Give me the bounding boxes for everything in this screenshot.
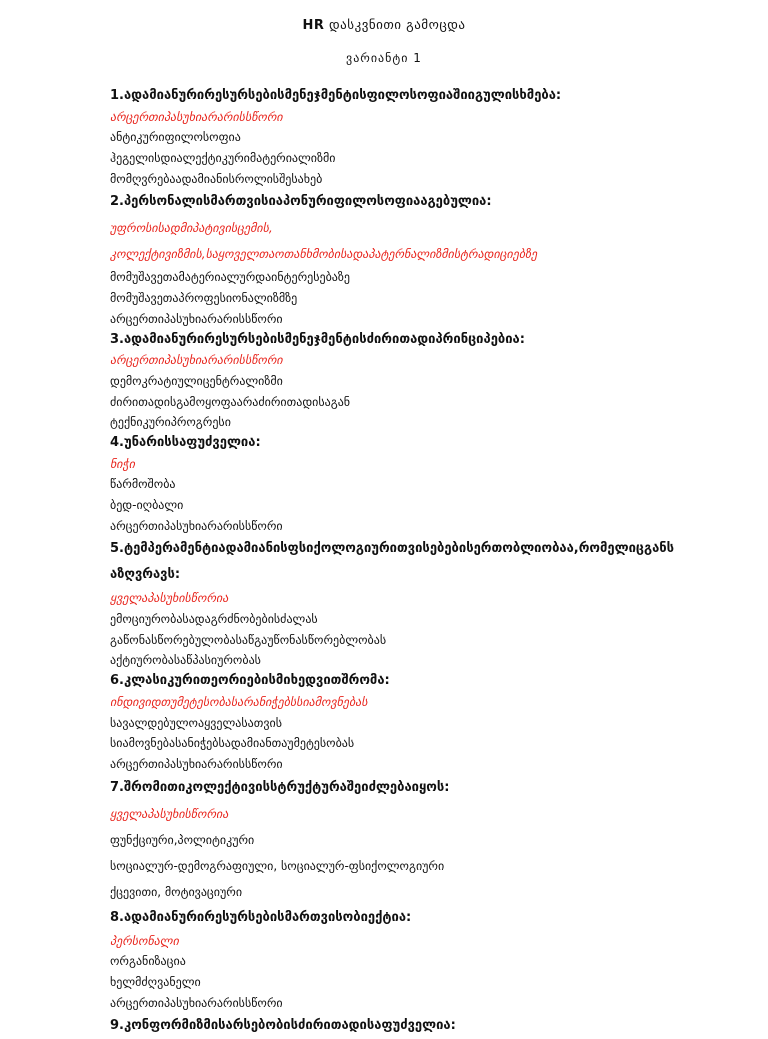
option: არცერთიპასუხიარარისსწორი	[110, 756, 283, 771]
option: ბედ-იღბალი	[110, 498, 184, 512]
questions-list	[110, 86, 710, 1039]
question-1: 1.ადამიანურირესურსებისმენეჯმენტისფილოსოფიაშიიგულისხმება:	[110, 88, 562, 103]
option: ძირითადისგამოყოფაარაძირითადისაგან	[110, 394, 351, 409]
question-5-cont: აზღვრავს:	[110, 567, 181, 583]
answer-4: ნიჭი	[110, 456, 135, 471]
option: წარმოშობა	[110, 477, 176, 492]
question-7: 7.შრომითიკოლექტივისსტრუქტურაშეიძლებაიყოს:	[110, 779, 450, 795]
answer-6: ინდივიდთუმეტესობასარანიჭებსსიამოვნებას	[110, 694, 368, 709]
question-6: 6.კლასიკურითეორიებისმიხედვითშრომა:	[110, 673, 390, 689]
option: სოციალურ-დემოგრაფიული, სოციალურ-ფსიქოლოგიური	[110, 858, 445, 873]
question-3: 3.ადამიანურირესურსებისმენეჯმენტისძირითადიპრინციპებია:	[110, 331, 525, 347]
option: მომღვრებაადამიანისროლისშესახებ	[110, 171, 323, 186]
option: არცერთიპასუხიარარისსწორი	[110, 311, 283, 326]
option: მომუშავეთაპროფესიონალიზმზე	[110, 291, 298, 306]
answer-5: ყველაპასუხისწორია	[110, 591, 229, 606]
option: ანტიკურიფილოსოფია	[110, 130, 241, 145]
option: აქტიურობასაწპასიურობას	[110, 653, 261, 668]
option: არცერთიპასუხიარარისსწორი	[110, 995, 283, 1010]
option: ხელმძღვანელი	[110, 974, 201, 989]
option: ქცევითი, მოტივაციური	[110, 884, 243, 899]
answer-8: პერსონალი	[110, 933, 179, 948]
answer-7: ყველაპასუხისწორია	[110, 806, 229, 821]
question-9: 9.კონფორმიზმისარსებობისძირითადისაფუძველია:	[110, 1018, 456, 1034]
option: დემოკრატიულიცენტრალიზმი	[110, 373, 283, 388]
option: ტექნიკურიპროგრესი	[110, 415, 231, 430]
question-4: 4.უნარისსაფუძველია:	[110, 434, 261, 450]
option: არცერთიპასუხიარარისსწორი	[110, 518, 283, 533]
option: სიამოვნებასანიჭებსადამიანთაუმეტესობას	[110, 736, 355, 751]
question-2: 2.პერსონალისმართვისიაპონურიფილოსოფიააგებულია:	[110, 194, 492, 210]
option: ჰეგელისდიალექტიკურიმატერიალიზმი	[110, 151, 336, 166]
question-5: 5.ტემპერამენტიადამიანისფსიქოლოგიურითვისებებისერთობლიობაა,რომელიცგანს	[110, 541, 675, 557]
option: სავალდებულოაყველასათვის	[110, 715, 283, 730]
answer-2-cont: კოლექტივიზმის,საყოველთაოთანხმობისადაპატერნალიზმისტრადიციებზე	[110, 247, 538, 262]
answer-1: არცერთიპასუხიარარისსწორი	[110, 109, 283, 124]
answer-3: არცერთიპასუხიარარისსწორი	[110, 353, 283, 368]
option: გაწონასწორებულობასაწგაუწონასწორებლობას	[110, 632, 387, 647]
option: ფუნქციური,პოლიტიკური	[110, 832, 255, 847]
answer-2: უფროსისადმიპატივისცემის,	[110, 221, 273, 236]
variant-label: ვარიანტი 1	[346, 51, 422, 65]
question-8: 8.ადამიანურირესურსებისმართვისობიექტია:	[110, 909, 412, 925]
option: მომუშავეთამატერიალურდაინტერესებაზე	[110, 270, 350, 285]
option: ემოციურობასადაგრძნობებისძალას	[110, 612, 318, 627]
option: ორგანიზაცია	[110, 954, 186, 969]
document-title: HR დასკვნითი გამოცდა	[302, 18, 466, 33]
